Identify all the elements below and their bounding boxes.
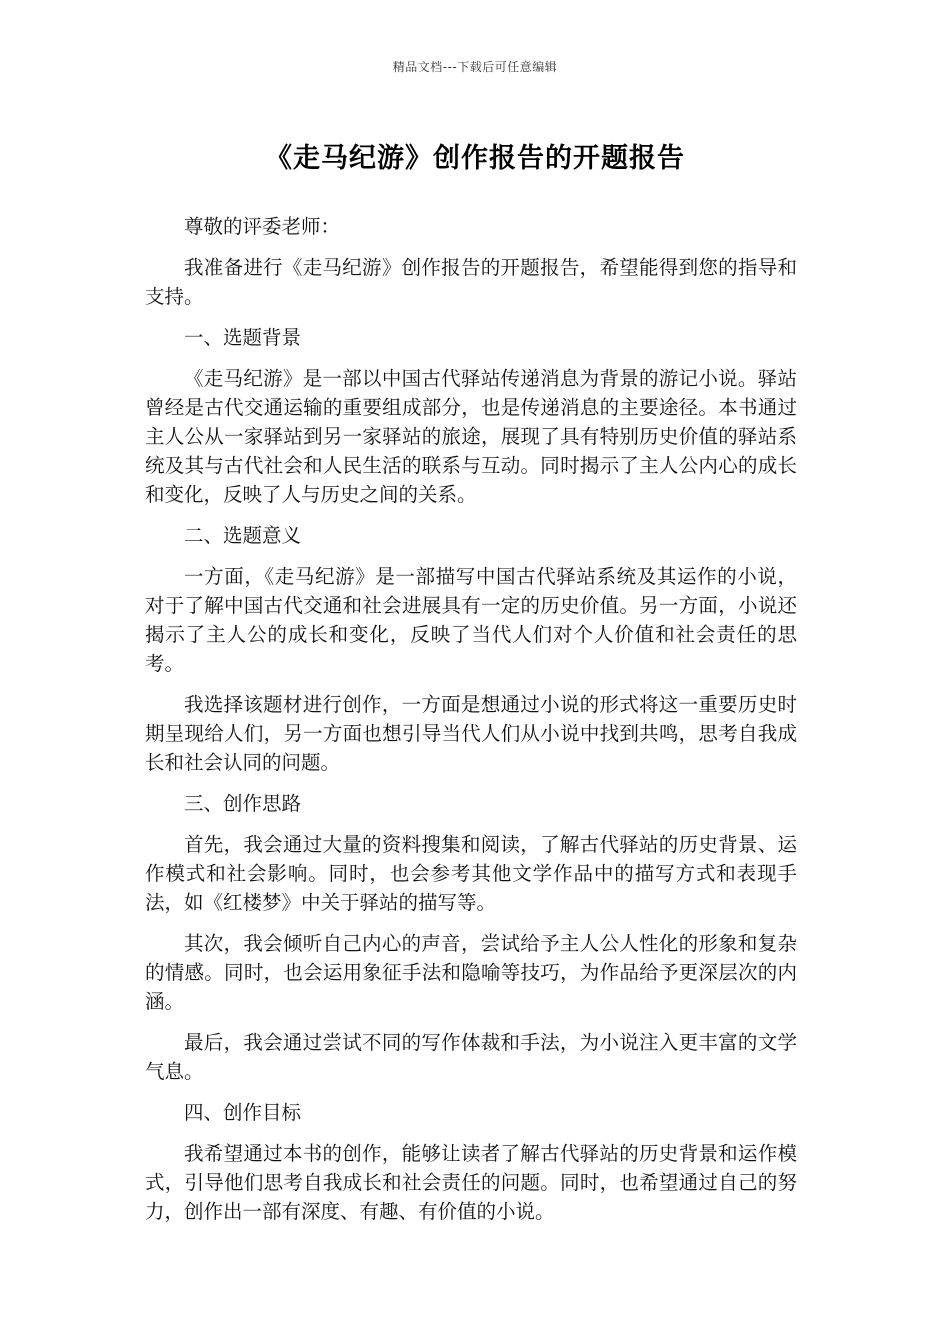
salutation: 尊敬的评委老师： xyxy=(184,215,341,238)
section-heading-background: 一、选题背景 xyxy=(184,326,302,349)
approach-paragraph-1: 首先，我会通过大量的资料搜集和阅读，了解古代驿站的历史背景、运作模式和社会影响。同时，也会参考其他文学作品中的描写方式和表现手法，如《红楼梦》中关于驿站的描写等。 xyxy=(145,833,797,914)
background-paragraph: 《走马纪游》是一部以中国古代驿站传递消息为背景的游记小说。驿站曾经是古代交通运输的重要组成部分，也是传递消息的主要途径。本书通过主人公从一家驿站到另一家驿站的旅途，展现了具有特别历史价值的驿站系统及其与古代社会和人民生活的联系与互动。同时揭示了主人公内心的成长和变化，反映了人与历史之间的关系。 xyxy=(145,367,797,506)
section-heading-approach: 三、创作思路 xyxy=(184,792,302,815)
significance-paragraph-1: 一方面，《走马纪游》是一部描写中国古代驿站系统及其运作的小说，对于了解中国古代交通和社会进展具有一定的历史价值。另一方面，小说还揭示了主人公的成长和变化，反映了当代人们对个人价值和社会责任的思考。 xyxy=(145,565,797,675)
intro-paragraph: 我准备进行《走马纪游》创作报告的开题报告，希望能得到您的指导和支持。 xyxy=(145,256,797,308)
section-heading-goals: 四、创作目标 xyxy=(184,1101,302,1124)
section-heading-significance: 二、选题意义 xyxy=(184,524,302,547)
document-title: 《走马纪游》创作报告的开题报告 xyxy=(265,143,685,174)
significance-paragraph-2: 我选择该题材进行创作，一方面是想通过小说的形式将这一重要历史时期呈现给人们，另一方面也想引导当代人们从小说中找到共鸣，思考自我成长和社会认同的问题。 xyxy=(145,693,797,774)
approach-paragraph-2: 其次，我会倾听自己内心的声音，尝试给予主人公人性化的形象和复杂的情感。同时，也会运用象征手法和隐喻等技巧，为作品给予更深层次的内涵。 xyxy=(145,932,797,1013)
document-body xyxy=(145,212,797,1238)
goals-paragraph: 我希望通过本书的创作，能够让读者了解古代驿站的历史背景和运作模式，引导他们思考自我成长和社会责任的问题。同时，也希望通过自己的努力，创作出一部有深度、有趣、有价值的小说。 xyxy=(145,1142,797,1223)
header-note: 精品文档---下载后可任意编辑 xyxy=(392,60,558,74)
approach-paragraph-3: 最后，我会通过尝试不同的写作体裁和手法，为小说注入更丰富的文学气息。 xyxy=(145,1031,797,1083)
